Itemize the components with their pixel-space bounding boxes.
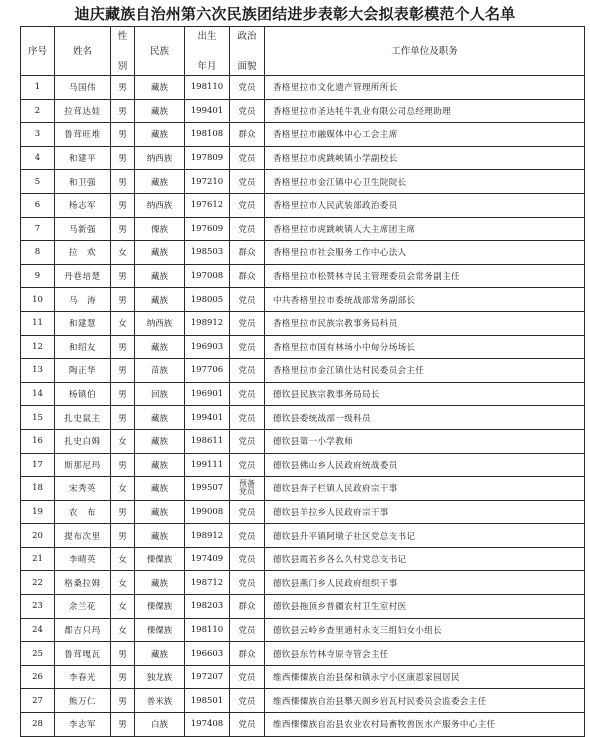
table-row (21, 288, 585, 312)
cell-seq: 21 (21, 547, 55, 571)
header-seq: 序号 (21, 27, 55, 76)
cell-unit: 德钦县霞若乡各么久村党总支书记 (265, 547, 585, 571)
cell-unit: 香格里拉市人民武装部政治委员 (265, 193, 585, 217)
cell-name: 农 布 (55, 500, 111, 524)
header-political (230, 27, 265, 76)
cell-birth: 199507 (185, 477, 230, 501)
header-birth-line2: 年月 (197, 60, 217, 72)
cell-unit: 德钦县委统战部一级科员 (265, 406, 585, 430)
cell-gender: 女 (111, 571, 135, 595)
table-row (21, 241, 585, 265)
cell-unit: 德钦县拖顶乡普疆农村卫生室村医 (265, 595, 585, 619)
cell-unit: 维西傈僳族自治县攀天阁乡岩瓦村民委员会监委会主任 (265, 689, 585, 713)
cell-name: 马国伟 (55, 76, 111, 100)
cell-political: 党员 (230, 618, 265, 642)
cell-political: 党员 (230, 359, 265, 383)
cell-gender: 男 (111, 713, 135, 737)
cell-name: 拉 欢 (55, 241, 111, 265)
cell-political-line1: 预备 (239, 478, 255, 488)
table-row (21, 524, 585, 548)
cell-birth: 199008 (185, 500, 230, 524)
cell-unit: 香格里拉市松赞林寺民主管理委员会常务副主任 (265, 264, 585, 288)
cell-gender: 男 (111, 382, 135, 406)
cell-ethnicity: 傈僳族 (135, 618, 185, 642)
cell-birth: 198110 (185, 76, 230, 100)
cell-unit: 德钦县云岭乡查里通村永支三组妇女小组长 (265, 618, 585, 642)
cell-name: 鲁茸嘎瓦 (55, 642, 111, 666)
cell-unit: 德钦县奔子栏镇人民政府宗干事 (265, 477, 585, 501)
cell-name: 熊万仁 (55, 689, 111, 713)
cell-birth: 198712 (185, 571, 230, 595)
cell-gender: 男 (111, 170, 135, 194)
cell-gender: 男 (111, 406, 135, 430)
cell-ethnicity: 藏族 (135, 477, 185, 501)
table-row (21, 477, 585, 501)
cell-name: 拉茸达娃 (55, 99, 111, 123)
header-gender-line1: 性 (117, 30, 128, 42)
cell-unit: 香格里拉市金江镇仕达村民委员会主任 (265, 359, 585, 383)
table-header-row (21, 27, 585, 76)
cell-birth: 197409 (185, 547, 230, 571)
table-row (21, 99, 585, 123)
cell-political: 党员 (230, 288, 265, 312)
cell-political: 党员 (230, 406, 265, 430)
cell-political: 党员 (230, 500, 265, 524)
cell-name: 李晴英 (55, 547, 111, 571)
cell-ethnicity: 藏族 (135, 500, 185, 524)
cell-name: 杨志军 (55, 193, 111, 217)
cell-name: 和绍友 (55, 335, 111, 359)
cell-unit: 香格里拉市融媒体中心工会主席 (265, 123, 585, 147)
cell-gender: 女 (111, 429, 135, 453)
cell-birth: 197706 (185, 359, 230, 383)
cell-political: 党员 (230, 217, 265, 241)
cell-birth: 198611 (185, 429, 230, 453)
cell-birth: 198203 (185, 595, 230, 619)
cell-political: 群众 (230, 595, 265, 619)
cell-birth: 197210 (185, 170, 230, 194)
table-row (21, 217, 585, 241)
cell-seq: 27 (21, 689, 55, 713)
cell-seq: 4 (21, 146, 55, 170)
cell-seq: 14 (21, 382, 55, 406)
cell-gender: 男 (111, 146, 135, 170)
cell-seq: 5 (21, 170, 55, 194)
cell-birth: 199401 (185, 406, 230, 430)
cell-political: 党员 (230, 524, 265, 548)
cell-unit: 香格里拉市圣达牦牛乳业有限公司总经理助理 (265, 99, 585, 123)
cell-political-line2: 党员 (239, 487, 255, 497)
cell-unit: 香格里拉市民族宗教事务局科员 (265, 311, 585, 335)
table-row (21, 146, 585, 170)
cell-political: 党员 (230, 547, 265, 571)
cell-gender: 男 (111, 665, 135, 689)
cell-birth: 198005 (185, 288, 230, 312)
cell-unit: 香格里拉市社会服务工作中心法人 (265, 241, 585, 265)
cell-political: 党员 (230, 311, 265, 335)
cell-ethnicity: 藏族 (135, 406, 185, 430)
cell-unit: 德钦县燕门乡人民政府组织干事 (265, 571, 585, 595)
header-gender-line2: 别 (117, 60, 128, 72)
cell-unit: 德钦县羊拉乡人民政府宗干事 (265, 500, 585, 524)
cell-ethnicity: 纳西族 (135, 146, 185, 170)
cell-seq: 13 (21, 359, 55, 383)
cell-seq: 25 (21, 642, 55, 666)
cell-name: 余兰花 (55, 595, 111, 619)
cell-seq: 6 (21, 193, 55, 217)
cell-seq: 15 (21, 406, 55, 430)
cell-ethnicity: 纳西族 (135, 193, 185, 217)
cell-political: 党员 (230, 146, 265, 170)
table-row (21, 359, 585, 383)
table-row (21, 689, 585, 713)
cell-ethnicity: 普米族 (135, 689, 185, 713)
cell-birth: 196901 (185, 382, 230, 406)
table-header (21, 27, 585, 76)
cell-ethnicity: 藏族 (135, 453, 185, 477)
table-row (21, 123, 585, 147)
header-name: 姓名 (55, 27, 111, 76)
cell-seq: 19 (21, 500, 55, 524)
cell-political: 党员 (230, 382, 265, 406)
cell-political: 群众 (230, 642, 265, 666)
table-row (21, 571, 585, 595)
cell-gender: 男 (111, 359, 135, 383)
cell-name: 斯那尼玛 (55, 453, 111, 477)
cell-ethnicity: 傈僳族 (135, 547, 185, 571)
cell-seq: 22 (21, 571, 55, 595)
cell-name: 扎史白姆 (55, 429, 111, 453)
cell-birth: 198108 (185, 123, 230, 147)
cell-name: 和建平 (55, 146, 111, 170)
cell-political: 党员 (230, 571, 265, 595)
cell-seq: 9 (21, 264, 55, 288)
cell-gender: 女 (111, 477, 135, 501)
cell-gender: 男 (111, 500, 135, 524)
document-title: 迪庆藏族自治州第六次民族团结进步表彰大会拟表彰模范个人名单 (74, 5, 516, 23)
cell-name: 和卫强 (55, 170, 111, 194)
header-gender (111, 27, 135, 76)
cell-birth: 198503 (185, 241, 230, 265)
cell-unit: 香格里拉市文化遗产管理所所长 (265, 76, 585, 100)
cell-gender: 男 (111, 335, 135, 359)
cell-gender: 女 (111, 241, 135, 265)
cell-ethnicity: 藏族 (135, 264, 185, 288)
cell-gender: 男 (111, 453, 135, 477)
cell-political: 党员 (230, 429, 265, 453)
header-unit: 工作单位及职务 (265, 27, 585, 76)
cell-political: 党员 (230, 76, 265, 100)
cell-unit: 香格里拉市虎跳峡镇小学副校长 (265, 146, 585, 170)
table-row (21, 500, 585, 524)
cell-name: 杨镇伯 (55, 382, 111, 406)
cell-birth: 197612 (185, 193, 230, 217)
cell-birth: 198912 (185, 311, 230, 335)
cell-seq: 8 (21, 241, 55, 265)
honoree-table (20, 26, 585, 737)
cell-gender: 男 (111, 288, 135, 312)
header-ethnicity: 民族 (135, 27, 185, 76)
cell-birth: 197609 (185, 217, 230, 241)
cell-political: 党员 (230, 335, 265, 359)
cell-seq: 10 (21, 288, 55, 312)
cell-ethnicity: 傈僳族 (135, 595, 185, 619)
cell-seq: 1 (21, 76, 55, 100)
cell-birth: 198501 (185, 689, 230, 713)
cell-name: 格桑拉姆 (55, 571, 111, 595)
table-row (21, 453, 585, 477)
cell-unit: 香格里拉市国有林场小中甸分场场长 (265, 335, 585, 359)
cell-political: 党员 (230, 453, 265, 477)
cell-ethnicity: 藏族 (135, 170, 185, 194)
table-row (21, 665, 585, 689)
cell-seq: 3 (21, 123, 55, 147)
cell-ethnicity: 藏族 (135, 76, 185, 100)
cell-gender: 男 (111, 76, 135, 100)
cell-seq: 2 (21, 99, 55, 123)
cell-seq: 17 (21, 453, 55, 477)
cell-birth: 197809 (185, 146, 230, 170)
cell-birth: 197008 (185, 264, 230, 288)
cell-unit: 德钦县民族宗教事务局局长 (265, 382, 585, 406)
cell-unit: 香格里拉市虎跳峡镇人大主席团主席 (265, 217, 585, 241)
cell-unit: 德钦县佛山乡人民政府统战委员 (265, 453, 585, 477)
cell-birth: 199401 (185, 99, 230, 123)
header-birth-line1: 出生 (197, 30, 217, 42)
cell-gender: 女 (111, 618, 135, 642)
cell-political: 群众 (230, 264, 265, 288)
cell-ethnicity: 藏族 (135, 642, 185, 666)
cell-seq: 16 (21, 429, 55, 453)
cell-ethnicity: 白族 (135, 713, 185, 737)
cell-political: 群众 (230, 123, 265, 147)
cell-seq: 23 (21, 595, 55, 619)
cell-birth: 197408 (185, 713, 230, 737)
cell-birth: 196603 (185, 642, 230, 666)
cell-seq: 20 (21, 524, 55, 548)
table-row (21, 382, 585, 406)
table-row (21, 595, 585, 619)
cell-ethnicity: 藏族 (135, 99, 185, 123)
cell-ethnicity: 傈族 (135, 217, 185, 241)
header-birth (185, 27, 230, 76)
table-row (21, 618, 585, 642)
table-row (21, 547, 585, 571)
header-political-line2: 面貌 (237, 60, 257, 72)
cell-seq: 7 (21, 217, 55, 241)
table-row (21, 429, 585, 453)
table-body (21, 76, 585, 737)
cell-political: 党员 (230, 170, 265, 194)
cell-name: 宋秀英 (55, 477, 111, 501)
cell-gender: 男 (111, 193, 135, 217)
cell-gender: 女 (111, 595, 135, 619)
cell-gender: 男 (111, 217, 135, 241)
table-row (21, 264, 585, 288)
cell-ethnicity: 独龙族 (135, 665, 185, 689)
cell-unit: 香格里拉市金江镇中心卫生院院长 (265, 170, 585, 194)
cell-seq: 28 (21, 713, 55, 737)
cell-name: 马新强 (55, 217, 111, 241)
cell-name: 都吉只玛 (55, 618, 111, 642)
cell-seq: 18 (21, 477, 55, 501)
cell-name: 鲁茸旺堆 (55, 123, 111, 147)
cell-unit: 德钦县升平镇阿墩子社区党总支书记 (265, 524, 585, 548)
table-row (21, 713, 585, 737)
cell-ethnicity: 藏族 (135, 335, 185, 359)
cell-name: 和建慧 (55, 311, 111, 335)
cell-ethnicity: 藏族 (135, 241, 185, 265)
cell-seq: 26 (21, 665, 55, 689)
cell-ethnicity: 藏族 (135, 524, 185, 548)
cell-ethnicity: 回族 (135, 382, 185, 406)
table-row (21, 170, 585, 194)
cell-name: 李志军 (55, 713, 111, 737)
cell-ethnicity: 藏族 (135, 571, 185, 595)
cell-unit: 德钦县第一小学教师 (265, 429, 585, 453)
table-row (21, 642, 585, 666)
cell-gender: 男 (111, 524, 135, 548)
cell-political: 党员 (230, 193, 265, 217)
cell-unit: 维西傈僳族自治县保和镇永宁小区康恩家园居民 (265, 665, 585, 689)
cell-birth: 198912 (185, 524, 230, 548)
cell-seq: 11 (21, 311, 55, 335)
cell-seq: 12 (21, 335, 55, 359)
cell-gender: 男 (111, 689, 135, 713)
cell-ethnicity: 藏族 (135, 429, 185, 453)
cell-political: 群众 (230, 241, 265, 265)
cell-unit: 中共香格里拉市委统战部常务副部长 (265, 288, 585, 312)
table-row (21, 76, 585, 100)
cell-political: 党员 (230, 99, 265, 123)
cell-name: 陶正华 (55, 359, 111, 383)
cell-political: 党员 (230, 713, 265, 737)
cell-name: 李春光 (55, 665, 111, 689)
table-row (21, 193, 585, 217)
cell-gender: 男 (111, 123, 135, 147)
cell-unit: 维西傈僳族自治县农业农村局畜牧兽医水产服务中心主任 (265, 713, 585, 737)
cell-political (230, 477, 265, 501)
cell-ethnicity: 苗族 (135, 359, 185, 383)
cell-ethnicity: 藏族 (135, 123, 185, 147)
table-row (21, 406, 585, 430)
cell-name: 马 涛 (55, 288, 111, 312)
cell-birth: 199111 (185, 453, 230, 477)
cell-gender: 女 (111, 311, 135, 335)
cell-seq: 24 (21, 618, 55, 642)
cell-gender: 女 (111, 547, 135, 571)
cell-political: 党员 (230, 665, 265, 689)
cell-name: 丹巷培楚 (55, 264, 111, 288)
cell-birth: 197207 (185, 665, 230, 689)
table-row (21, 311, 585, 335)
cell-birth: 198110 (185, 618, 230, 642)
cell-name: 扎史鼠主 (55, 406, 111, 430)
cell-gender: 男 (111, 264, 135, 288)
cell-gender: 男 (111, 642, 135, 666)
cell-name: 提布次里 (55, 524, 111, 548)
header-political-line1: 政治 (237, 30, 257, 42)
cell-ethnicity: 藏族 (135, 288, 185, 312)
cell-gender: 男 (111, 99, 135, 123)
cell-unit: 德钦县东竹林寺原寺管会主任 (265, 642, 585, 666)
cell-political: 党员 (230, 689, 265, 713)
cell-ethnicity: 纳西族 (135, 311, 185, 335)
table-row (21, 335, 585, 359)
cell-birth: 196903 (185, 335, 230, 359)
